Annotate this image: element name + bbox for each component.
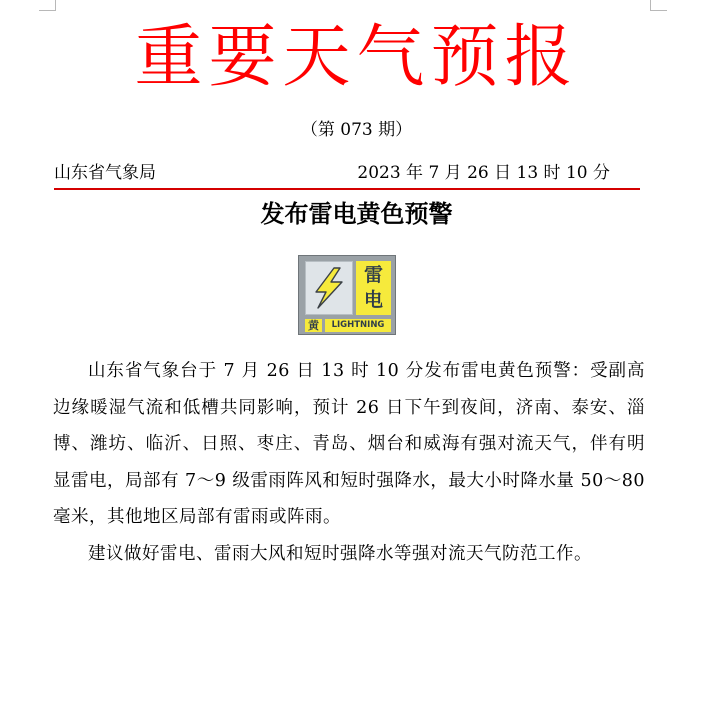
issuing-agency: 山东省气象局 xyxy=(54,163,156,183)
page-corner-mark-left xyxy=(39,0,56,11)
lightning-bolt-panel xyxy=(305,261,353,315)
signal-name-panel xyxy=(356,261,391,315)
signal-english-label: LIGHTNING xyxy=(325,319,391,332)
signal-name-char-lei: 雷 xyxy=(363,264,383,286)
issue-number: （第 073 期） xyxy=(300,120,413,140)
body-paragraph-2: 建议做好雷电、雷雨大风和短时强降水等强对流天气防范工作。 xyxy=(88,543,592,564)
red-divider xyxy=(54,188,640,190)
lightning-bolt-icon xyxy=(310,266,348,310)
page-corner-mark-right xyxy=(650,0,667,11)
header-row xyxy=(54,160,640,186)
warning-headline: 发布雷电黄色预警 xyxy=(260,200,453,228)
warning-body xyxy=(53,353,645,573)
masthead-title: 重要天气预报 xyxy=(134,18,579,97)
lightning-yellow-warning-signal xyxy=(298,255,396,335)
body-paragraph-1: 山东省气象台于 7 月 26 日 13 时 10 分发布雷电黄色预警：受副高边缘暖湿气流和低槽共同影响，预计 26 日下午到夜间，济南、泰安、淄博、潍坊、临沂、日照、枣庄、青岛、烟台和威海有强对流天气，伴有明显雷电，局部有 7～9 级雷雨阵风和短时强降水，最大小时降水量 50～80 毫米，其他地区局部有雷雨或阵雨。 xyxy=(53,361,645,528)
signal-level-label: 黄 xyxy=(305,319,322,332)
issue-datetime: 2023 年 7 月 26 日 13 时 10 分 xyxy=(357,163,610,183)
signal-name-char-dian: 电 xyxy=(363,289,383,311)
